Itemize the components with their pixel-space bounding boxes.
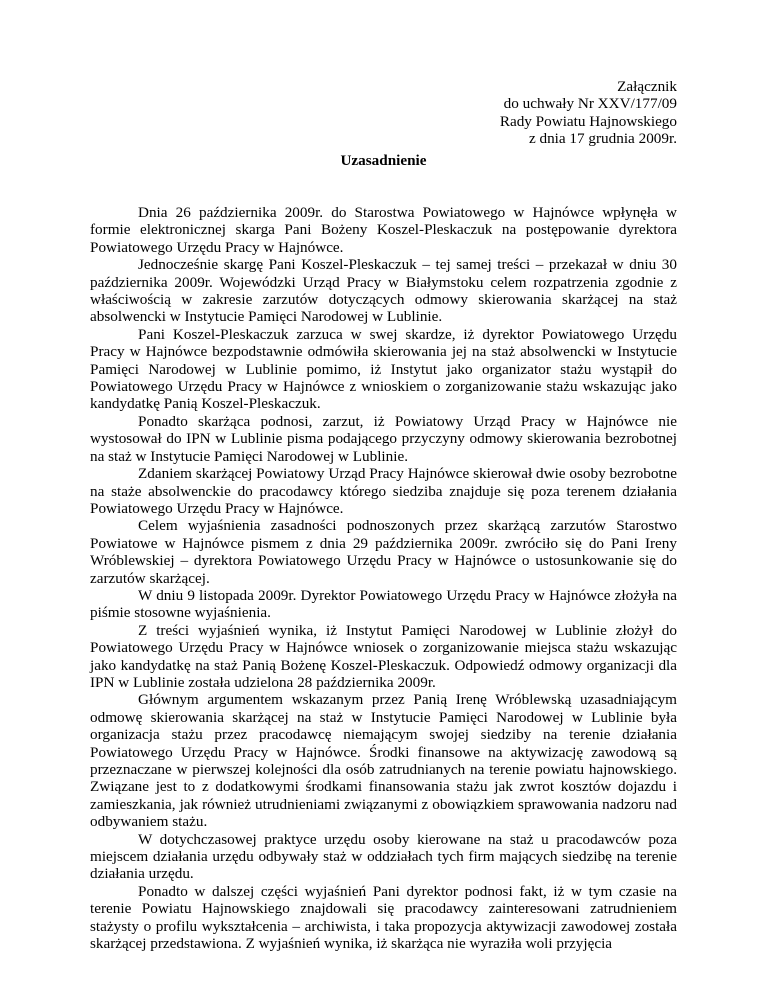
paragraph: Ponadto w dalszej części wyjaśnień Pani dyrektor podnosi fakt, iż w tym czasie na terenie Powiatu Hajnowskiego znajdowali się pracodawcy zainteresowani zatrudnieniem stażysty o profilu wykształcenia – archiwista, i taka propozycja aktywizacji zawodowej została skarżącej przedstawiona. Z wyjaśnień wynika, iż skarżąca nie wyraziła woli przyjęcia [90, 882, 677, 953]
paragraph: W dotychczasowej praktyce urzędu osoby kierowane na staż u pracodawców poza miejscem działania urzędu odbywały staż w oddziałach tych firm mających siedzibę na terenie działania urzędu. [90, 830, 677, 883]
paragraph: Głównym argumentem wskazanym przez Panią Irenę Wróblewską uzasadniającym odmowę skierowania skarżącej na staż w Instytucie Pamięci Narodowej w Lublinie była organizacja stażu przez pracodawcę niemającym swojej siedziby na terenie działania Powiatowego Urzędu Pracy w Hajnówce. Środki finansowe na aktywizację zawodową są przeznaczane w pierwszej kolejności dla osób zatrudnianych na terenie powiatu hajnowskiego. Związane jest to z dodatkowymi środkami finansowania stażu jak zwrot kosztów dojazdu i zamieszkania, jak również utrudnieniami związanymi z obowiązkiem sprawowania nadzoru nad odbywaniem stażu. [90, 691, 677, 831]
document-title: Uzasadnienie [340, 152, 427, 169]
annex-resolution-number: do uchwały Nr XXV/177/09 [503, 95, 677, 113]
paragraph: Z treści wyjaśnień wynika, iż Instytut Pamięci Narodowej w Lublinie złożył do Powiatowego Urzędu Pracy w Hajnówce wniosek o zorganizowanie miejsca stażu wskazując jako kandydatkę na staż Panią Bożenę Koszel-Pleskaczuk. Odpowiedź odmowy organizacji dla IPN w Lublinie została udzielona 28 października 2009r. [90, 621, 677, 691]
annex-date: z dnia 17 grudnia 2009r. [528, 130, 677, 148]
annex-header [480, 78, 677, 148]
paragraph: Dnia 26 października 2009r. do Starostwa Powiatowego w Hajnówce wpłynęła w formie elektronicznej skarga Pani Bożeny Koszel-Pleskaczuk na postępowanie dyrektora Powiatowego Urzędu Pracy w Hajnówce. [90, 204, 677, 256]
paragraph: Celem wyjaśnienia zasadności podnoszonych przez skarżącą zarzutów Starostwo Powiatowe w Hajnówce pismem z dnia 29 października 2009r. zwróciło się do Pani Ireny Wróblewskiej – dyrektora Powiatowego Urzędu Pracy w Hajnówce o ustosunkowanie się do zarzutów skarżącej. [90, 517, 677, 587]
annex-council-name: Rady Powiatu Hajnowskiego [499, 112, 677, 130]
paragraph: Ponadto skarżąca podnosi, zarzut, iż Powiatowy Urząd Pracy w Hajnówce nie wystosował do IPN w Lublinie pisma podającego przyczyny odmowy skierowania bezrobotnej na staż w Instytucie Pamięci Narodowej w Lublinie. [90, 412, 677, 465]
paragraph: W dniu 9 listopada 2009r. Dyrektor Powiatowego Urzędu Pracy w Hajnówce złożyła na piśmie stosowne wyjaśnienia. [90, 586, 677, 622]
paragraph: Jednocześnie skargę Pani Koszel-Pleskaczuk – tej samej treści – przekazał w dniu 30 października 2009r. Wojewódzki Urząd Pracy w Białymstoku celem rozpatrzenia zgodnie z właściwością w zakresie zarzutów dotyczących odmowy skierowania skarżącej na staż absolwencki w Instytucie Pamięci Narodowej w Lublinie. [90, 256, 677, 326]
annex-label: Załącznik [617, 78, 677, 95]
document-body [90, 204, 677, 952]
paragraph: Pani Koszel-Pleskaczuk zarzuca w swej skardze, iż dyrektor Powiatowego Urzędu Pracy w Hajnówce bezpodstawnie odmówiła skierowania jej na staż absolwencki w Instytucie Pamięci Narodowej w Lublinie pomimo, iż Instytut jako organizator stażu wystąpił do Powiatowego Urzędu Pracy w Hajnówce z wnioskiem o zorganizowanie stażu wskazując jako kandydatkę Panią Koszel-Pleskaczuk. [90, 325, 677, 413]
paragraph: Zdaniem skarżącej Powiatowy Urząd Pracy Hajnówce skierował dwie osoby bezrobotne na staże absolwenckie do pracodawcy którego siedziba znajduje się poza terenem działania Powiatowego Urzędu Pracy w Hajnówce. [90, 465, 677, 517]
